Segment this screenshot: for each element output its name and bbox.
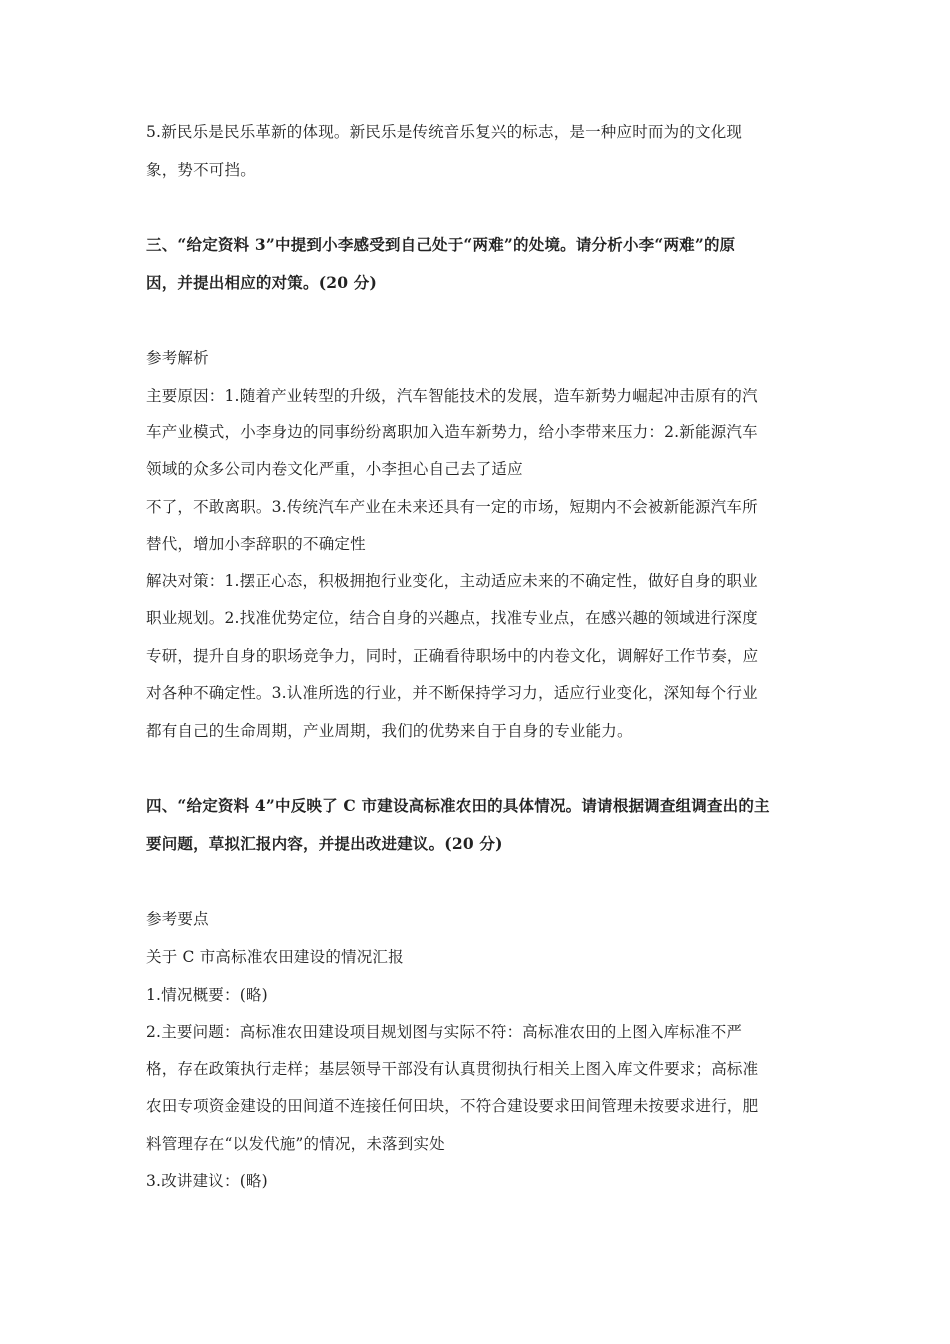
paragraph-item5-line-2: 象，势不可挡。 xyxy=(146,161,256,179)
analysis-line: 都有自己的生命周期，产业周期，我们的优势来自于自身的专业能力。 xyxy=(146,722,633,740)
question-4-line-1: 四、“给定资料 4”中反映了 C 市建设高标准农田的具体情况。请请根据调查组调查出的主 xyxy=(146,796,770,815)
analysis-line: 对各种不确定性。3.认准所选的行业，并不断保持学习力，适应行业变化，深知每个行业 xyxy=(146,684,758,702)
answer-line: 关于 C 市高标准农田建设的情况汇报 xyxy=(146,948,404,966)
analysis-heading: 参考解析 xyxy=(146,349,209,367)
answer-line: 1.情况概要：(略) xyxy=(146,986,268,1004)
answer-line: 格，存在政策执行走样；基层领导干部没有认真贯彻执行相关上图入库文件要求；高标准 xyxy=(146,1060,759,1078)
analysis-line: 主要原因：1.随着产业转型的升级，汽车智能技术的发展，造车新势力崛起冲击原有的汽 xyxy=(146,387,758,405)
question-3-line-2: 因，并提出相应的对策。(20 分) xyxy=(146,273,378,292)
analysis-line: 职业规划。2.找准优势定位，结合自身的兴趣点，找准专业点，在感兴趣的领域进行深度 xyxy=(146,609,758,627)
paragraph-item5-line-1: 5.新民乐是民乐革新的体现。新民乐是传统音乐复兴的标志，是一种应时而为的文化现 xyxy=(146,123,743,141)
analysis-line: 车产业模式，小李身边的同事纷纷离职加入造车新势力，给小李带来压力：2.新能源汽车 xyxy=(146,423,758,441)
answer-heading: 参考要点 xyxy=(146,910,209,928)
answer-line: 料管理存在“以发代施”的情况，未落到实处 xyxy=(146,1135,445,1153)
analysis-line: 替代，增加小李辞职的不确定性 xyxy=(146,535,366,553)
analysis-line: 解决对策：1.摆正心态，积极拥抱行业变化，主动适应未来的不确定性，做好自身的职业 xyxy=(146,572,758,590)
analysis-line: 领域的众多公司内卷文化严重，小李担心自己去了适应 xyxy=(146,460,523,478)
analysis-line: 不了，不敢离职。3.传统汽车产业在未来还具有一定的市场，短期内不会被新能源汽车所 xyxy=(146,498,758,516)
analysis-line: 专研，提升自身的职场竞争力，同时，正确看待职场中的内卷文化，调解好工作节奏，应 xyxy=(146,647,759,665)
answer-line: 3.改讲建议：(略) xyxy=(146,1172,268,1190)
question-4-line-2: 要问题，草拟汇报内容，并提出改进建议。(20 分) xyxy=(146,834,503,853)
question-3-line-1: 三、“给定资料 3”中提到小李感受到自己处于“两难”的处境。请分析小李“两难”的原 xyxy=(146,235,736,254)
answer-line: 2.主要问题：高标准农田建设项目规划图与实际不符：高标准农田的上图入库标准不严 xyxy=(146,1023,743,1041)
answer-line: 农田专项资金建设的田间道不连接任何田块，不符合建设要求田间管理未按要求进行，肥 xyxy=(146,1097,759,1115)
